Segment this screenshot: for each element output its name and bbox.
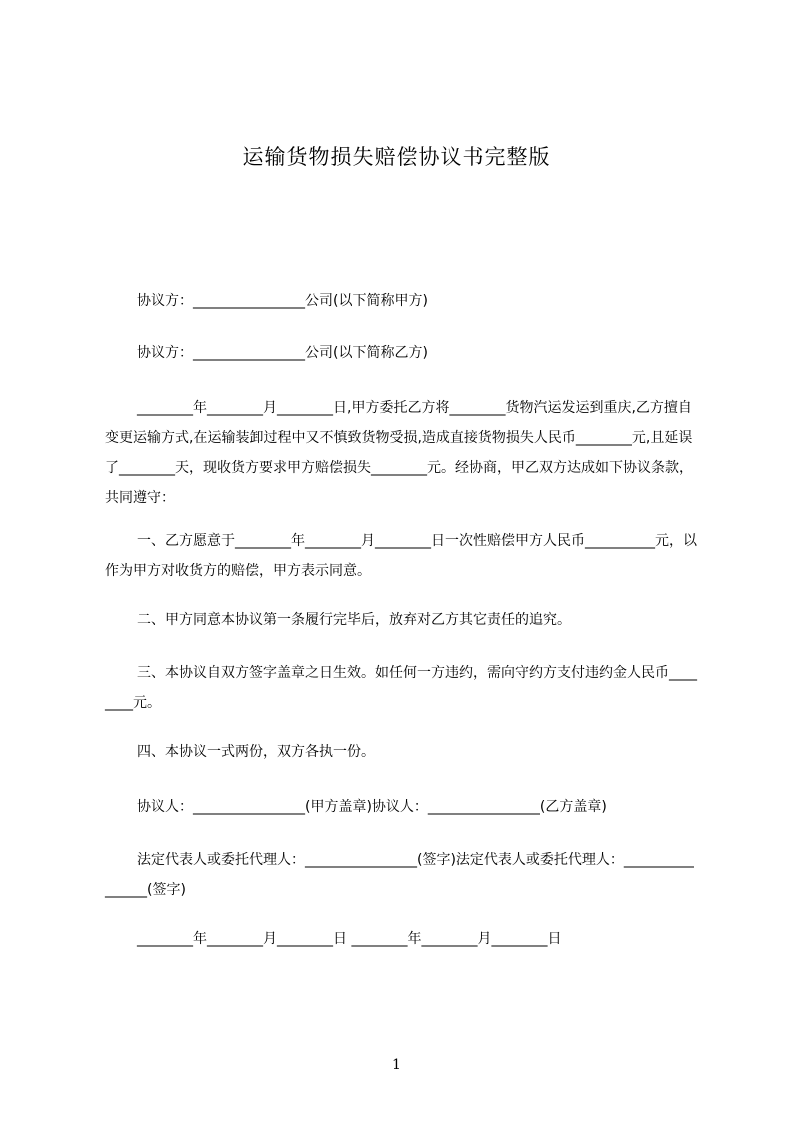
party-b-line: 协议方：________________公司(以下简称乙方): [137, 345, 428, 361]
signatories-line: 协议人：________________(甲方盖章)协议人：________________(乙方盖章): [137, 799, 607, 815]
clause-3: 三、本协议自双方签字盖章之日生效。如任何一方违约，需向守约方支付违约金人民币________元。: [105, 665, 697, 711]
clause-2: 二、甲方同意本协议第一条履行完毕后，放弃对乙方其它责任的追究。: [137, 612, 571, 628]
page-title: 运输货物损失赔偿协议书完整版: [242, 145, 551, 169]
clause-4: 四、本协议一式两份，双方各执一份。: [137, 744, 375, 760]
clause-1: 一、乙方愿意于________年________月________日一次性赔偿甲方人民币__________元，以作为甲方对收货方的赔偿，甲方表示同意。: [105, 533, 697, 579]
page-number: 1: [392, 1057, 401, 1073]
background-paragraph: ________年________月________日,甲方委托乙方将________货物汽运发运到重庆,乙方擅自变更运输方式,在运输装卸过程中又不慎致货物受损,造成直接货物损失人民币________元,且延误了________天，现收货方要求甲方赔偿损失________元。经协商，甲乙双方达成如下协议条款，共同遵守：: [105, 400, 693, 506]
representatives-line: 法定代表人或委托代理人：________________(签字)法定代表人或委托代理人：________________(签字): [105, 852, 694, 898]
date-line: ________年________月________日 ________年________月________日: [137, 931, 562, 947]
party-a-line: 协议方：________________公司(以下简称甲方): [137, 293, 428, 309]
